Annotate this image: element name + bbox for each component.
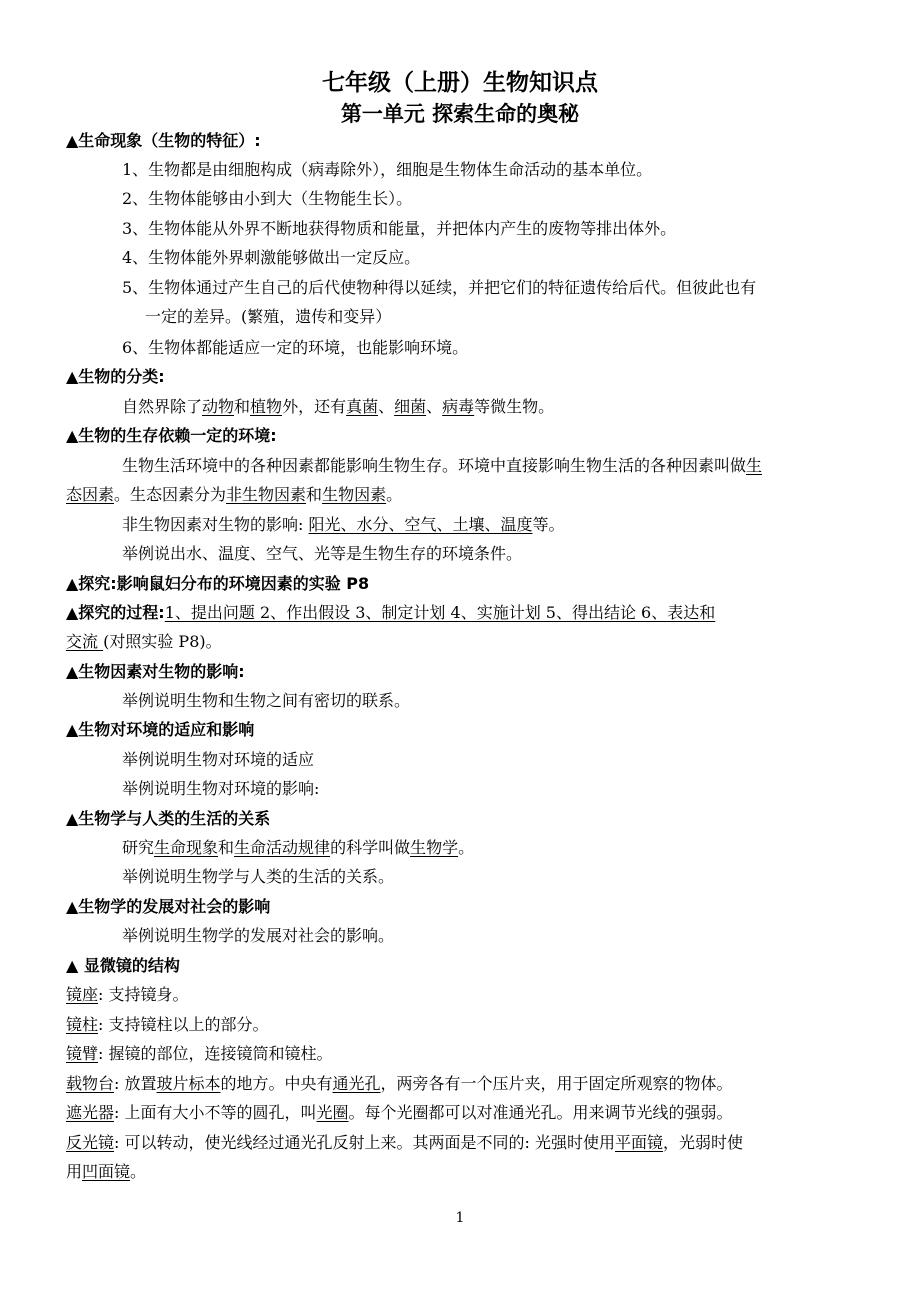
list-item: 3、生物体能从外界不断地获得物质和能量，并把体内产生的废物等排出体外。: [122, 219, 677, 238]
environment-paragraph: 生物生活环境中的各种因素都能影响生物生存。环境中直接影响生物生活的各种因素叫做生: [122, 456, 763, 475]
section-heading-classification: ▲生物的分类:: [66, 367, 165, 386]
section-heading-adaptation: ▲生物对环境的适应和影响: [66, 720, 255, 739]
biology-life-example: 举例说明生物学与人类的生活的关系。: [122, 867, 395, 886]
section-heading-biology-society: ▲生物学的发展对社会的影响: [66, 897, 271, 916]
section-heading-biology-life: ▲生物学与人类的生活的关系: [66, 809, 271, 828]
list-item: 5、生物体通过产生自己的后代使物种得以延续，并把它们的特征遗传给后代。但彼此也有: [122, 278, 757, 297]
example-line: 举例说出水、温度、空气、光等是生物生存的环境条件。: [122, 544, 523, 563]
page-title: 七年级（上册）生物知识点: [322, 70, 598, 96]
microscope-part-mirror-cont: 用凹面镜。: [66, 1162, 147, 1181]
section-heading-microscope: ▲ 显微镜的结构: [66, 956, 180, 975]
section-heading-biotic-factors: ▲生物因素对生物的影响:: [66, 662, 245, 681]
influence-example: 举例说明生物对环境的影响:: [122, 779, 320, 798]
biology-society-example: 举例说明生物学的发展对社会的影响。: [122, 926, 395, 945]
list-item: 6、生物体都能适应一定的环境，也能影响环境。: [122, 338, 469, 357]
microscope-part-base: 镜座: 支持镜身。: [66, 985, 189, 1004]
section-heading-process: ▲探究的过程:1、提出问题 2、作出假设 3、制定计划 4、实施计划 5、得出结论 6、表达和: [66, 603, 716, 622]
unit-subtitle: 第一单元 探索生命的奥秘: [340, 102, 580, 126]
biotic-example: 举例说明生物和生物之间有密切的联系。: [122, 691, 411, 710]
adaptation-example: 举例说明生物对环境的适应: [122, 750, 315, 769]
section-heading-life-phenomena: ▲生命现象（生物的特征）:: [66, 131, 261, 150]
microscope-part-pillar: 镜柱: 支持镜柱以上的部分。: [66, 1015, 269, 1034]
environment-paragraph-cont: 态因素。生态因素分为非生物因素和生物因素。: [66, 485, 403, 504]
microscope-part-mirror: 反光镜: 可以转动，使光线经过通光孔反射上来。其两面是不同的: 光强时使用平面镜，光弱时使: [66, 1133, 744, 1152]
microscope-part-arm: 镜臂: 握镜的部位，连接镜筒和镜柱。: [66, 1044, 333, 1063]
process-continuation: 交流 (对照实验 P8)。: [66, 632, 222, 651]
microscope-part-stage: 载物台: 放置玻片标本的地方。中央有通光孔，两旁各有一个压片夹，用于固定所观察的物体。: [66, 1074, 733, 1093]
classification-paragraph: 自然界除了动物和植物外，还有真菌、细菌、病毒等微生物。: [122, 397, 555, 416]
page-number: 1: [455, 1210, 465, 1226]
list-item-continuation: 一定的差异。(繁殖，遗传和变异）: [145, 307, 392, 326]
list-item: 2、生物体能够由小到大（生物能生长）。: [122, 189, 413, 208]
microscope-part-diaphragm: 遮光器: 上面有大小不等的圆孔，叫光圈。每个光圈都可以对准通光孔。用来调节光线的强弱。: [66, 1103, 733, 1122]
biology-definition: 研究生命现象和生命活动规律的科学叫做生物学。: [122, 838, 475, 857]
list-item: 1、生物都是由细胞构成（病毒除外），细胞是生物体生命活动的基本单位。: [122, 160, 653, 179]
section-heading-experiment: ▲探究:影响鼠妇分布的环境因素的实验 P8: [66, 574, 370, 593]
list-item: 4、生物体能外界刺激能够做出一定反应。: [122, 248, 421, 267]
section-heading-environment: ▲生物的生存依赖一定的环境:: [66, 426, 277, 445]
abiotic-factors-line: 非生物因素对生物的影响: 阳光、水分、空气、土壤、温度等。: [122, 515, 565, 534]
